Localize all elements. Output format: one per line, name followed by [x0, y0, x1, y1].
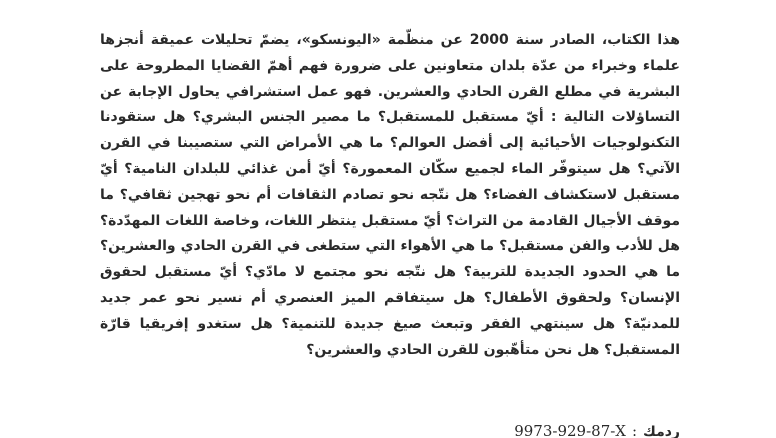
isbn-line: [100, 418, 680, 438]
paragraph-line: علماء وخبراء من عدّة بلدان متعاونين على ضرورة فهم أهمّ القضايا المطروحة على: [100, 57, 680, 74]
paragraph-line: مستقبل لاستكشاف الفضاء؟ هل نتّجه نحو تصادم الثقافات أم نحو تهجين ثقافي؟ ما: [100, 186, 680, 203]
paragraph-line: البشرية في مطلع القرن الحادي والعشرين. فهو عمل استشرافي يحاول الإجابة عن: [100, 83, 680, 100]
paragraph-line: ما هي الحدود الجديدة للتربية؟ هل نتّجه نحو مجتمع لا مادّي؟ أيّ مستقبل لحقوق: [100, 264, 680, 281]
paragraph-line: هل للأدب والفن مستقبل؟ ما هي الأهواء التي ستطغى في القرن الحادي والعشرين؟: [100, 238, 680, 255]
isbn-separator: :: [631, 422, 638, 438]
isbn-value: 9973-929-87-X: [514, 422, 626, 438]
paragraph-line: الإنسان؟ ولحقوق الأطفال؟ هل سيتفاقم الميز العنصري أم نسير نحو عمر جديد: [100, 289, 680, 306]
paragraph-line: هذا الكتاب، الصادر سنة 2000 عن منظّمة «اليونسكو»، يضمّ تحليلات عميقة أنجزها: [100, 32, 680, 48]
paragraph-line: الآتي؟ هل سيتوفّر الماء لجميع سكّان المعمورة؟ أيّ أمن غذائي للبلدان النامية؟ أيّ: [100, 160, 680, 177]
paragraph-line: المستقبل؟ هل نحن متأهّبون للقرن الحادي والعشرين؟: [306, 341, 680, 358]
paragraph-line: للمدنيّة؟ هل سينتهي الفقر وتبعث صيغ جديدة للتنمية؟ هل ستغدو إفريقيا قارّة: [100, 315, 680, 332]
paragraph-line: موقف الأجيال القادمة من التراث؟ أيّ مستقبل ينتظر اللغات، وخاصة اللغات المهدّدة؟: [100, 212, 680, 229]
paragraph-line: التساؤلات التالية : أيّ مستقبل للمستقبل؟ ما مصير الجنس البشري؟ هل ستقودنا: [100, 109, 680, 126]
book-description-paragraph: [100, 28, 680, 363]
paragraph-line: التكنولوجيات الأحيائية إلى أفضل العوالم؟ ما هي الأمراض التي ستصيبنا في القرن: [100, 135, 680, 152]
isbn-label: ردمك: [643, 424, 680, 438]
